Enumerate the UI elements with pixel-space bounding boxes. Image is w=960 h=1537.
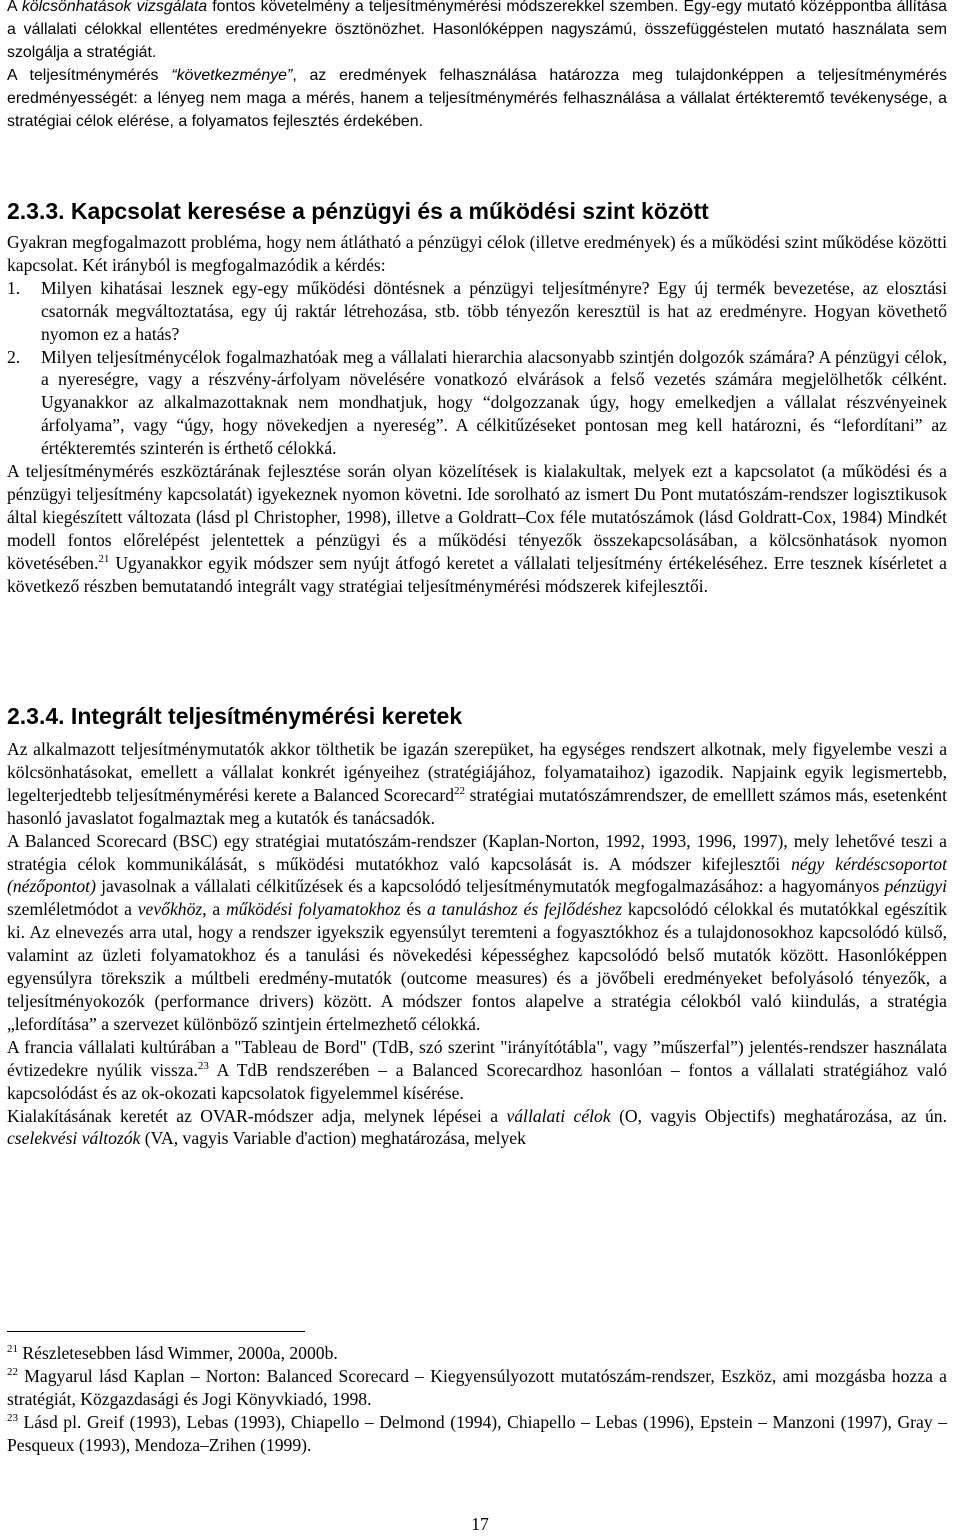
section-2-3-4-body [7, 738, 947, 1150]
footnotes [7, 1342, 947, 1457]
footnote-21: $^{21}$ Részletesebben lásd Wimmer, 2000a, 2000b. [7, 1343, 338, 1363]
footnote-ref-21: 21 [98, 552, 110, 565]
section-2-3-3-body [7, 231, 947, 598]
footnote-divider [7, 1331, 305, 1332]
intro-block [7, 0, 947, 133]
list-item-text: Milyen teljesítménycélok fogalmazhatóak meg a vállalati hierarchia alacsonyabb szintjén dolgozók számára? A pénzügyi célok, a nyereségre, vagy a részvény-árfolyam növelésére vonatkozó elvárások a felső vezetés számára megjelölhetők célként. Ugyanakkor az alkalmazottaknak nem mondhatjuk, hogy “dolgozzanak úgy, hogy emelkedjen a vállalat részvényeinek árfolyama”, vagy “úgy, hogy növekedjen a nyereség”. A célkitűzéseket pontosan meg kell határozni, és “lefordítani” az értékteremtés szinterén is érthető célokká. [41, 346, 947, 459]
section-2-3-4-paragraph-2: A Balanced Scorecard (BSC) egy stratégiai mutatószám-rendszer (Kaplan-Norton, 1992, 1993, 1996, 1997), mely lehetővé teszi a stratégia célok kommunikálását, s működési mutatókhoz való kapcsolását is. A módszer kifejlesztői négy kérdéscsoportot (nézőpontot) javasolnak a vállalati célkitűzések és a kapcsolódó teljesítménymutatók megfogalmazásához: a hagyományos pénzügyi szemléletmódot a vevőkhöz, a működési folyamatokhoz és a tanuláshoz és fejlődéshez kapcsolódó célokkal és mutatókkal egészítik ki. Az elnevezés arra utal, hogy a rendszer igyekszik egyensúlyt teremteni a fogyasztókhoz és a tulajdonosokhoz kapcsolódó külső, valamint az üzleti folyamatokhoz és a tanulási és növekedési képességhez kapcsolódó belső mutatók között. Hasonlóképpen egyensúlyra törekszik a múltbeli eredmény-mutatók (outcome measures) és a jövőbeli eredményeket befolyásoló tényezők, a teljesítményokozók (performance drivers) között. A módszer fontos alapelve a stratégia célokból való kiindulás, a stratégia „lefordítása” a szervezet különböző szintjein értelmezhető célokká. [7, 830, 948, 1034]
intro-paragraph-1: A kölcsönhatások vizsgálata fontos követelmény a teljesítménymérési módszerekkel szemben. Egy-egy mutató középpontba állítása a vállalati célokkal ellentétes eredményekre ösztönözhet. Hasonlóképpen nagyszámú, összefüggéstelen mutató használata sem szolgálja a stratégiát. [7, 0, 947, 61]
list-item [7, 277, 947, 346]
section-2-3-4-paragraph-1: Az alkalmazott teljesítménymutatók akkor tölthetik be igazán szerepüket, ha egységes rendszert alkotnak, mely figyelembe veszi a kölcsönhatásokat, emellett a vállalat konkrét igényeihez (stratégiájához, folyamataihoz) igazodik. Napjaink egyik legismertebb, legelterjedtebb teljesítménymérési kerete a Balanced Scorecard$^{22}$ stratégiai mutatószámrendszer, de emelllett számos más, esetenként hasonló javaslatot fogalmaztak meg a kutatók és tanácsadók. [7, 739, 947, 828]
footnote-ref-23: 23 [197, 1059, 209, 1072]
section-heading-2-3-3: 2.3.3. Kapcsolat keresése a pénzügyi és a működési szint között [7, 198, 709, 224]
intro-emphasis-1: kölcsönhatások vizsgálata [21, 0, 208, 15]
list-item-number: 1. [7, 277, 21, 298]
section-heading-2-3-4: 2.3.4. Integrált teljesítménymérési keretek [7, 703, 463, 729]
section-2-3-3-paragraph-2: A teljesítménymérés eszköztárának fejlesztése során olyan közelítések is kialakultak, melyek ezt a kapcsolatot (a működési és a pénzügyi teljesítmény kapcsolatát) igyekeznek nyomon követni. Ide sorolható az ismert Du Pont mutatószám-rendszer logisztikusok által kiegészített változata (lásd pl Christopher, 1998), illetve a Goldratt–Cox féle mutatószámok (lásd Goldratt-Cox, 1984) Mindkét modell fontos előrelépést jelentettek a pénzügyi és a működési tényezők összekapcsolásában, a kölcsönhatások nyomon követésében.$^{21}$ Ugyanakkor egyik módszer sem nyújt átfogó keretet a vállalati teljesítmény értékeléséhez. Erre tesznek kísérletet a következő részben bemutatandó integrált vagy stratégiai teljesítménymérési módszerek kifejlesztői. [7, 461, 947, 596]
footnote-22: $^{22}$ Magyarul lásd Kaplan – Norton: Balanced Scorecard – Kiegyensúlyozott mutatószám-rendszer, Eszköz, ami mozgásba hozza a stratégiát, Közgazdasági és Jogi Könyvkiadó, 1998. [7, 1365, 947, 1409]
list-item-text: Milyen kihatásai lesznek egy-egy működési döntésnek a pénzügyi teljesítményre? Egy új termék bevezetése, az elosztási csatornák megváltoztatása, egy új raktár létrehozása, stb. több tényezőn keresztül is hat az eredményre. Hogyan követhető nyomon ez a hatás? [41, 277, 947, 344]
list-item [7, 346, 947, 461]
intro-paragraph-2: A teljesítménymérés “következménye”, az eredmények felhasználása határozza meg tulajdonképpen a teljesítménymérés eredményességét: a lényeg nem maga a mérés, hanem a teljesítménymérés felhasználása a vállalat értékteremtő tevékenysége, a stratégiai célok elérése, a folyamatos fejlesztés érdekében. [7, 66, 947, 130]
footnote-ref-22: 22 [454, 784, 466, 797]
section-2-3-4-paragraph-4: Kialakításának keretét az OVAR-módszer adja, melynek lépései a vállalati célok (O, vagyis Objectifs) meghatározása, az ún. cselekvési változók (VA, vagyis Variable d'action) meghatározása, melyek [7, 1105, 948, 1149]
footnote-23: $^{23}$ Lásd pl. Greif (1993), Lebas (1993), Chiapello – Delmond (1994), Chiapello – Lebas (1996), Epstein – Manzoni (1997), Gray – Pesqueux (1993), Mendoza–Zrihen (1999). [7, 1411, 947, 1455]
page-number: 17 [471, 1514, 489, 1534]
list-item-number: 2. [7, 346, 21, 367]
intro-emphasis-2: “következménye” [171, 66, 293, 84]
section-2-3-3-paragraph-1: Gyakran megfogalmazott probléma, hogy nem átlátható a pénzügyi célok (illetve eredmények) és a működési szint működése közötti kapcsolat. Két irányból is megfogalmazódik a kérdés: [7, 232, 947, 275]
section-2-3-4-paragraph-3: A francia vállalati kultúrában a "Tableau de Bord" (TdB, szó szerint "irányítótábla", vagy ”műszerfal”) jelentés-rendszer használata évtizedekre nyúlik vissza.$^{23}$ A TdB rendszerében – a Balanced Scorecardhoz hasonlóan – fontos a vállalati stratégiához való kapcsolódást és az ok-okozati kapcsolatok figyelemmel kísérése. [7, 1036, 947, 1103]
